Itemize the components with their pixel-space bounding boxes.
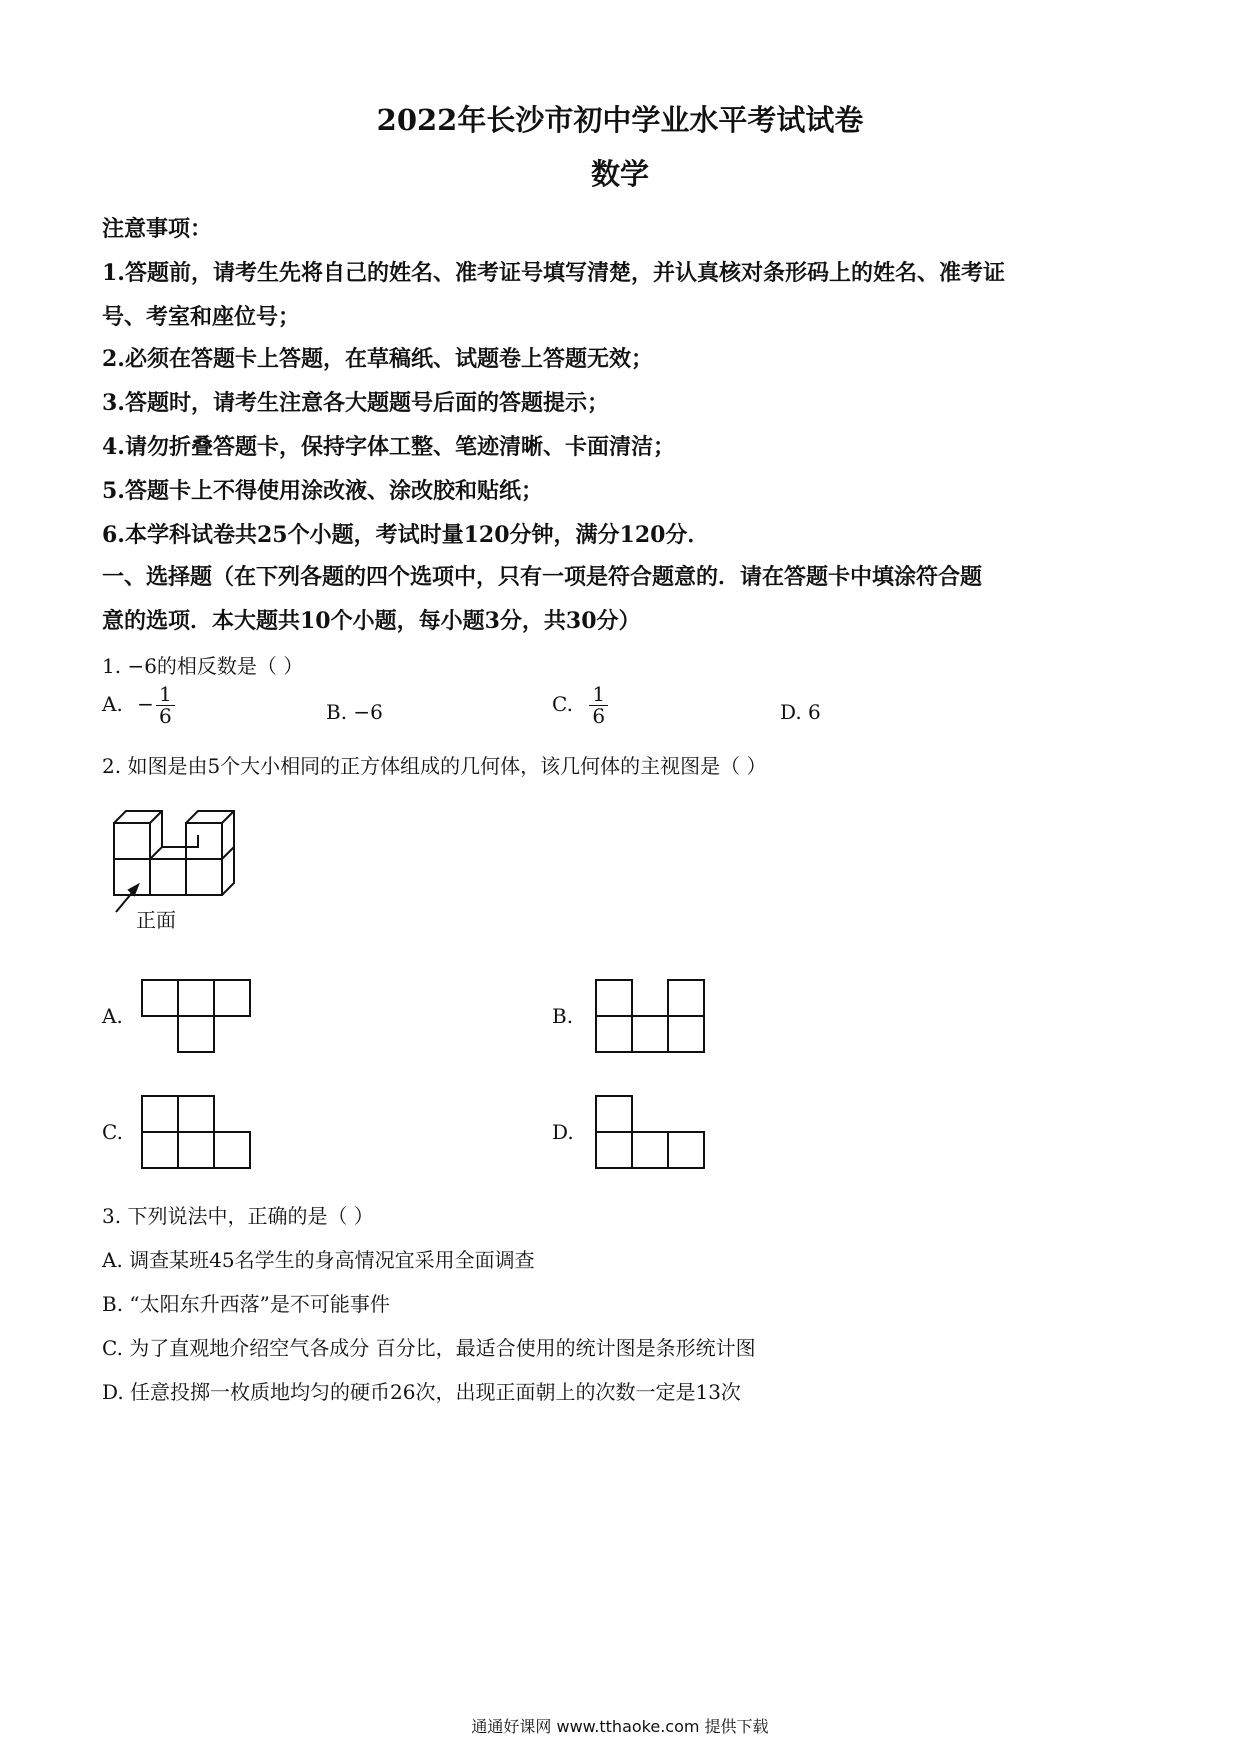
- notice-item: 5.答题卡上不得使用涂改液、涂改胶和贴纸；: [102, 478, 543, 504]
- q2-option-b-view: [594, 978, 714, 1058]
- q1-option-a-sign: −: [137, 692, 154, 716]
- q1-option-a: [102, 684, 175, 727]
- fraction-denominator: 6: [592, 704, 606, 728]
- q1-option-c: [552, 684, 608, 727]
- fraction-denominator: 6: [158, 704, 172, 728]
- q2-option-a-view: [140, 978, 260, 1058]
- q1-option-a-label: A.: [102, 692, 123, 716]
- notice-item: 3.答题时，请考生注意各大题题号后面的答题提示；: [102, 390, 609, 416]
- q1-option-d: D. 6: [780, 700, 821, 724]
- footer-source: 通通好课网 www.tthaoke.com 提供下载: [471, 1717, 769, 1736]
- q1-option-b: B. −6: [326, 700, 383, 724]
- q2-option-c-label: C.: [102, 1120, 123, 1144]
- q3-option-a: A. 调查某班45名学生的身高情况宜采用全面调查: [102, 1248, 535, 1272]
- q3-option-b: B. “太阳东升西落”是不可能事件: [102, 1292, 390, 1316]
- q3-option-c: C. 为了直观地介绍空气各成分 百分比，最适合使用的统计图是条形统计图: [102, 1336, 756, 1360]
- exam-title: 2022年长沙市初中学业水平考试试卷: [376, 103, 864, 137]
- q1-option-a-fraction: [156, 684, 175, 727]
- fraction-numerator: 1: [156, 684, 175, 706]
- question-3-stem: 3. 下列说法中，正确的是（ ）: [102, 1204, 374, 1228]
- q2-option-d-view: [594, 1094, 714, 1174]
- front-label: 正面: [136, 908, 176, 932]
- q2-option-d-label: D.: [552, 1120, 574, 1144]
- notice-item: 2.必须在答题卡上答题，在草稿纸、试题卷上答题无效；: [102, 346, 653, 372]
- notice-item: 1.答题前，请考生先将自己的姓名、准考证号填写清楚，并认真核对条形码上的姓名、准考证: [102, 260, 1005, 286]
- q2-option-c-view: [140, 1094, 260, 1174]
- q2-option-b-label: B.: [552, 1004, 574, 1028]
- q3-option-d: D. 任意投掷一枚质地均匀的硬币26次，出现正面朝上的次数一定是13次: [102, 1380, 741, 1404]
- section-heading: 一、选择题（在下列各题的四个选项中，只有一项是符合题意的．请在答题卡中填涂符合题: [102, 564, 983, 590]
- q1-option-c-label: C.: [552, 692, 573, 716]
- subject-title: 数学: [590, 157, 649, 191]
- cube-solid-figure: [100, 800, 260, 930]
- question-2-stem: 2. 如图是由5个大小相同的正方体组成的几何体，该几何体的主视图是（ ）: [102, 754, 767, 778]
- notice-heading: 注意事项：: [102, 216, 213, 242]
- notice-item: 6.本学科试卷共25个小题，考试时量120分钟，满分120分．: [102, 522, 710, 548]
- section-heading-cont: 意的选项．本大题共10个小题，每小题3分，共30分）: [102, 608, 641, 634]
- q2-option-a-label: A.: [102, 1004, 123, 1028]
- question-1-stem: 1. −6的相反数是（ ）: [102, 654, 304, 678]
- fraction-numerator: 1: [589, 684, 608, 706]
- notice-item: 号、考室和座位号；: [102, 304, 301, 330]
- notice-item: 4.请勿折叠答题卡，保持字体工整、笔迹清晰、卡面清洁；: [102, 434, 675, 460]
- q1-option-c-fraction: [589, 684, 608, 727]
